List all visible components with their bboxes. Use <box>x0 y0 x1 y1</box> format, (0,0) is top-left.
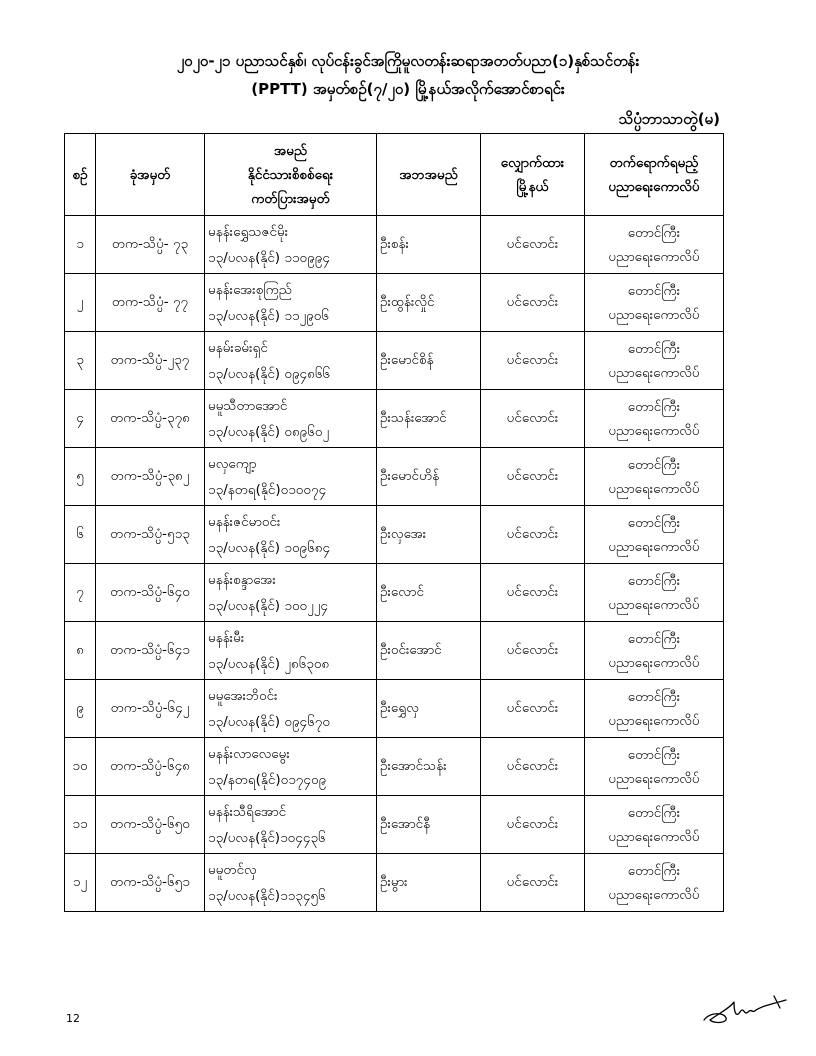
cell-college-line2: ပညာရေးကောလိပ် <box>608 886 700 903</box>
cell-roll-number: တက-သိပ္ပံ-၆၄၂ <box>96 680 205 738</box>
cell-name-nrc <box>205 854 377 912</box>
cell-roll-number: တက-သိပ္ပံ-၂၃၇ <box>96 332 205 390</box>
cell-father-name: ဦးရွှေလှ <box>377 680 481 738</box>
cell-father-name: ဦးလောင် <box>377 564 481 622</box>
cell-nrc: ၁၃/ပလန(နိုင်) ၀၉၄၆၇၀ <box>208 713 330 730</box>
cell-name: မနန်းရွှေသဇင်မိုး <box>208 223 289 240</box>
cell-college-line2: ပညာရေးကောလိပ် <box>608 364 700 381</box>
cell-college <box>585 506 724 564</box>
cell-college <box>585 216 724 274</box>
cell-college-line2: ပညာရေးကောလိပ် <box>608 596 700 613</box>
column-header-college-line1: တက်ရောက်ရမည့် <box>609 154 699 171</box>
cell-name: မမူတင်လှ <box>208 861 257 878</box>
cell-roll-number: တက-သိပ္ပံ-၆၄၈ <box>96 738 205 796</box>
column-header-name-nrc <box>205 134 377 216</box>
cell-college-line2: ပညာရေးကောလိပ် <box>608 248 700 265</box>
cell-township: ပင်လောင်း <box>481 854 585 912</box>
cell-nrc: ၁၃/နတရ(နိုင်)၀၁၀၀၇၄ <box>208 481 327 498</box>
cell-college <box>585 854 724 912</box>
cell-college <box>585 796 724 854</box>
cell-college <box>585 448 724 506</box>
table-row <box>65 622 724 680</box>
cell-college <box>585 390 724 448</box>
table-body <box>65 216 724 912</box>
column-header-name-line2: နိုင်ငံသားစိစစ်ရေး <box>247 166 334 183</box>
cell-college-line2: ပညာရေးကောလိပ် <box>608 770 700 787</box>
cell-college-line2: ပညာရေးကောလိပ် <box>608 712 700 729</box>
cell-father-name: ဦးဝင်းအောင် <box>377 622 481 680</box>
cell-college-line1: တောင်ကြီး <box>627 630 681 647</box>
cell-name-nrc <box>205 390 377 448</box>
cell-nrc: ၁၃/ပလန(နိုင်) ၁၁၂၉၀၆ <box>208 307 329 324</box>
cell-name: မနန်းစန္ဒာအေး <box>208 571 276 588</box>
cell-roll-number: တက-သိပ္ပံ- ၇၃ <box>96 216 205 274</box>
column-header-name-line3: ကတ်ပြားအမှတ် <box>251 190 330 207</box>
cell-name-nrc <box>205 506 377 564</box>
cell-nrc: ၁၃/ပလန(နိုင်) ၀၉၄၈၆၆ <box>208 365 331 382</box>
cell-name: မနမ်းခမ်းရှင် <box>208 339 268 356</box>
cell-college-line1: တောင်ကြီး <box>627 282 681 299</box>
cell-name-nrc <box>205 332 377 390</box>
cell-name: မမူသီတာအောင် <box>208 397 288 414</box>
cell-roll-number: တက-သိပ္ပံ-၅၁၃ <box>96 506 205 564</box>
cell-college-line1: တောင်ကြီး <box>627 456 681 473</box>
document-title-line-2: (PPTT) အမှတ်စဉ်(၇/၂၀) မြို့နယ်အလိုက်အောင်စာရင်း <box>251 80 565 98</box>
cell-no: ၁ <box>65 216 96 274</box>
table-header-row <box>65 134 724 216</box>
cell-nrc: ၁၃/ပလန(နိုင်) ၁၁၀၉၉၄ <box>208 249 330 266</box>
cell-father-name: ဦးသန်းအောင် <box>377 390 481 448</box>
cell-name-nrc <box>205 448 377 506</box>
cell-township: ပင်လောင်း <box>481 564 585 622</box>
cell-township: ပင်လောင်း <box>481 448 585 506</box>
cell-college <box>585 332 724 390</box>
cell-township: ပင်လောင်း <box>481 796 585 854</box>
cell-name-nrc <box>205 216 377 274</box>
cell-college <box>585 680 724 738</box>
cell-college-line1: တောင်ကြီး <box>627 688 681 705</box>
table-row <box>65 680 724 738</box>
cell-no: ၅ <box>65 448 96 506</box>
cell-college-line2: ပညာရေးကောလိပ် <box>608 306 700 323</box>
table-row <box>65 564 724 622</box>
cell-township: ပင်လောင်း <box>481 680 585 738</box>
cell-no: ၃ <box>65 332 96 390</box>
pass-list-table <box>64 133 724 912</box>
cell-no: ၄ <box>65 390 96 448</box>
cell-name: မလှကျော့ <box>208 455 257 472</box>
cell-father-name: ဦးထွန်းလှိုင် <box>377 274 481 332</box>
cell-no: ၁၁ <box>65 796 96 854</box>
table-row <box>65 448 724 506</box>
column-header-father: အဘအမည် <box>377 134 481 216</box>
cell-father-name: ဦးစန်း <box>377 216 481 274</box>
cell-name: မနန်းလာလေမွေး <box>208 745 290 762</box>
cell-college-line2: ပညာရေးကောလိပ် <box>608 654 700 671</box>
cell-roll-number: တက-သိပ္ပံ-၆၄၀ <box>96 564 205 622</box>
cell-township: ပင်လောင်း <box>481 738 585 796</box>
cell-nrc: ၁၃/ပလန(နိုင်) ၀၈၉၆၀၂ <box>208 423 330 440</box>
column-header-town-line1: လျှောက်ထား <box>500 154 565 171</box>
cell-nrc: ၁၃/ပလန(နိုင်)၁၀၄၄၃၆ <box>208 829 326 846</box>
cell-college-line1: တောင်ကြီး <box>627 514 681 531</box>
cell-roll-number: တက-သိပ္ပံ-၃၇၈ <box>96 390 205 448</box>
cell-name: မမူအေးဘိဝင်း <box>208 687 278 704</box>
column-header-college <box>585 134 724 216</box>
cell-father-name: ဦးလှအေး <box>377 506 481 564</box>
cell-township: ပင်လောင်း <box>481 390 585 448</box>
cell-college-line1: တောင်ကြီး <box>627 746 681 763</box>
cell-father-name: ဦးအောင်နီ <box>377 796 481 854</box>
cell-college-line2: ပညာရေးကောလိပ် <box>608 538 700 555</box>
cell-name: မနန်းမီး <box>208 629 245 646</box>
table-row <box>65 796 724 854</box>
cell-township: ပင်လောင်း <box>481 332 585 390</box>
cell-college <box>585 274 724 332</box>
cell-name-nrc <box>205 738 377 796</box>
cell-no: ၂ <box>65 274 96 332</box>
document-title-line-1: ၂၀၂၀-၂၁ ပညာသင်နှစ်၊ လုပ်ငန်းခွင်အကြိုမူလတန်းဆရာအတတ်ပညာ(၁)နှစ်သင်တန်း <box>176 52 640 70</box>
table-row <box>65 506 724 564</box>
table-row <box>65 216 724 274</box>
cell-college-line2: ပညာရေးကောလိပ် <box>608 480 700 497</box>
cell-township: ပင်လောင်း <box>481 274 585 332</box>
cell-name: မနန်းအေးစုကြည် <box>208 281 292 298</box>
cell-roll-number: တက-သိပ္ပံ-၆၅၁ <box>96 854 205 912</box>
table-row <box>65 274 724 332</box>
cell-nrc: ၁၃/ပလန(နိုင်) ၁၀၉၆၈၄ <box>208 539 331 556</box>
subject-subtitle: သိပ္ပံဘာသာတွဲ(မ) <box>618 110 720 128</box>
cell-father-name: ဦးအောင်သန်း <box>377 738 481 796</box>
cell-father-name: ဦးမွား <box>377 854 481 912</box>
cell-college-line1: တောင်ကြီး <box>627 804 681 821</box>
cell-township: ပင်လောင်း <box>481 506 585 564</box>
table-row <box>65 854 724 912</box>
cell-name-nrc <box>205 622 377 680</box>
column-header-roll: ခုံအမှတ် <box>96 134 205 216</box>
cell-roll-number: တက-သိပ္ပံ-၆၄၁ <box>96 622 205 680</box>
cell-father-name: ဦးမောင်ဟိန် <box>377 448 481 506</box>
cell-name-nrc <box>205 274 377 332</box>
cell-father-name: ဦးမောင်စိန် <box>377 332 481 390</box>
column-header-name-line1: အမည် <box>273 142 308 159</box>
cell-roll-number: တက-သိပ္ပံ-၆၅၀ <box>96 796 205 854</box>
cell-nrc: ၁၃/နတရ(နိုင်)၀၁၇၄၀၉ <box>208 771 327 788</box>
column-header-no: စဉ် <box>65 134 96 216</box>
cell-college-line1: တောင်ကြီး <box>627 862 681 879</box>
cell-college-line1: တောင်ကြီး <box>627 340 681 357</box>
cell-name-nrc <box>205 564 377 622</box>
cell-no: ၉ <box>65 680 96 738</box>
table-row <box>65 738 724 796</box>
table-row <box>65 332 724 390</box>
cell-nrc: ၁၃/ပလန(နိုင်) ၁၀၀၂၂၄ <box>208 597 329 614</box>
cell-nrc: ၁၃/ပလန(နိုင်)၁၁၃၄၅၆ <box>208 887 326 904</box>
cell-roll-number: တက-သိပ္ပံ- ၇၇ <box>96 274 205 332</box>
cell-no: ၇ <box>65 564 96 622</box>
cell-roll-number: တက-သိပ္ပံ-၃၈၂ <box>96 448 205 506</box>
page-number: 12 <box>66 1012 80 1025</box>
cell-college <box>585 738 724 796</box>
cell-township: ပင်လောင်း <box>481 622 585 680</box>
cell-college-line2: ပညာရေးကောလိပ် <box>608 828 700 845</box>
cell-township: ပင်လောင်း <box>481 216 585 274</box>
cell-name: မနန်းသီရိအောင် <box>208 803 287 820</box>
cell-name-nrc <box>205 796 377 854</box>
cell-name-nrc <box>205 680 377 738</box>
column-header-town-line2: မြို့နယ် <box>516 178 549 195</box>
column-header-township <box>481 134 585 216</box>
cell-college <box>585 622 724 680</box>
cell-no: ၆ <box>65 506 96 564</box>
cell-nrc: ၁၃/ပလန(နိုင်) ၂၈၆၃၀၈ <box>208 655 330 672</box>
cell-no: ၁၀ <box>65 738 96 796</box>
cell-college-line1: တောင်ကြီး <box>627 572 681 589</box>
cell-college-line1: တောင်ကြီး <box>627 224 681 241</box>
cell-college <box>585 564 724 622</box>
column-header-college-line2: ပညာရေးကောလိပ် <box>608 178 700 195</box>
cell-college-line2: ပညာရေးကောလိပ် <box>608 422 700 439</box>
table-row <box>65 390 724 448</box>
signature <box>700 990 790 1030</box>
cell-no: ၁၂ <box>65 854 96 912</box>
cell-name: မနန်းဇင်မာဝင်း <box>208 513 281 530</box>
cell-no: ၈ <box>65 622 96 680</box>
cell-college-line1: တောင်ကြီး <box>627 398 681 415</box>
